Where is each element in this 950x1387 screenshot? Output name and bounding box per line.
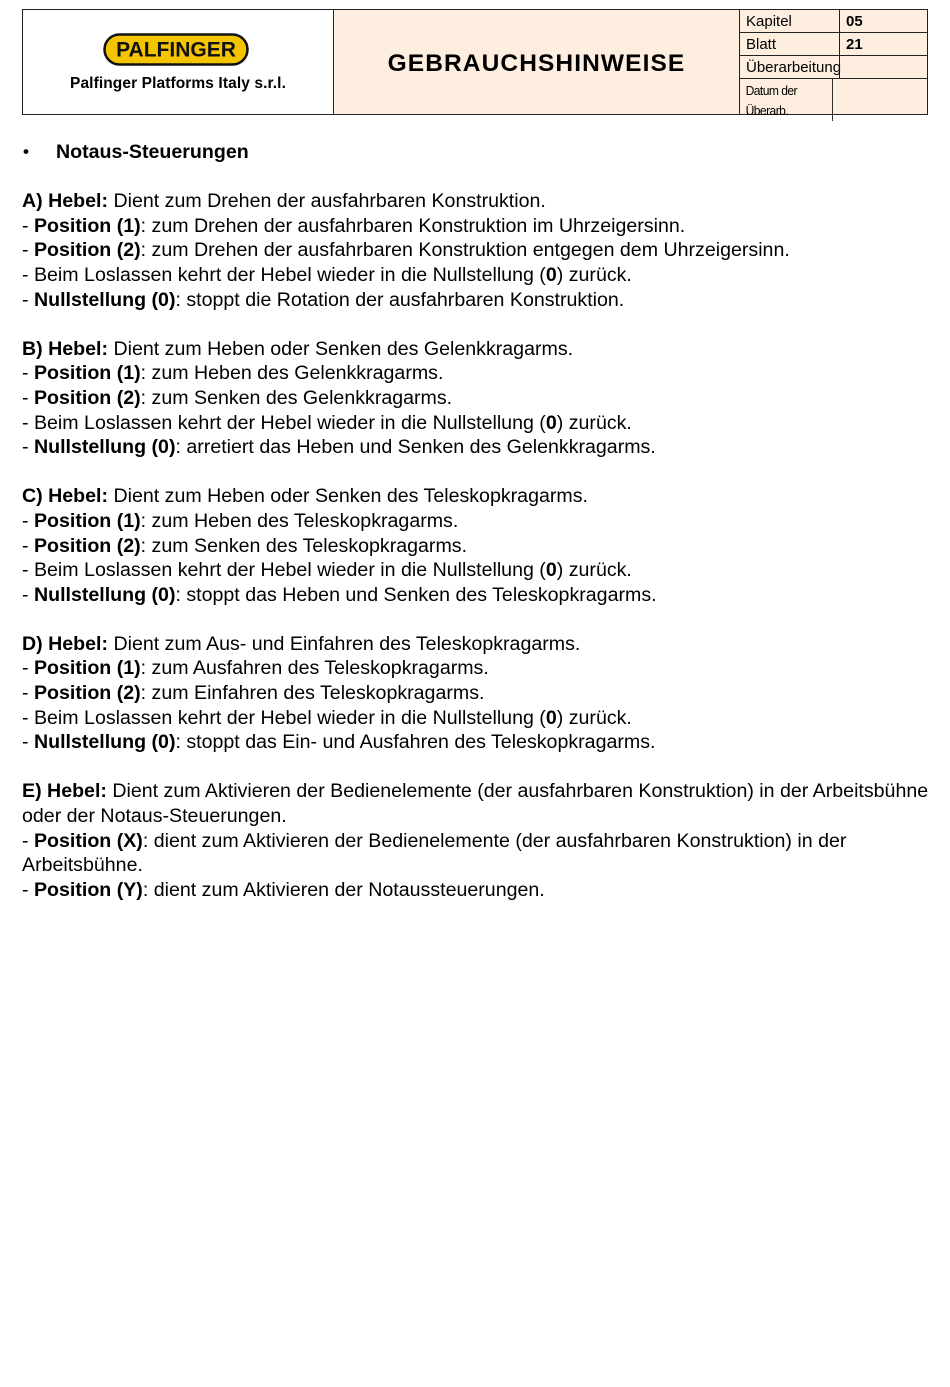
company-name: Palfinger Platforms Italy s.r.l. [70, 75, 286, 92]
meta-value-kapitel: 05 [846, 13, 863, 30]
null-position-line [22, 583, 932, 608]
dash: - [22, 239, 34, 262]
release-text: - Beim Loslassen kehrt der Hebel wieder in die Nullstellung ( [22, 411, 546, 434]
position-label: Position (2) [33, 386, 141, 409]
dash: - [22, 657, 34, 680]
position-label: Position (2) [33, 239, 141, 262]
meta-row-kapitel [740, 10, 927, 33]
dash: - [22, 534, 34, 557]
dash: - [22, 362, 34, 385]
dash: - [22, 682, 34, 705]
dash: - [22, 509, 34, 532]
intro-text: Dient zum Aus- und Einfahren des Teleskopkragarms. [108, 632, 581, 655]
section-intro-continued: oder der Notaus-Steuerungen. [22, 805, 287, 828]
position-1-line [22, 361, 932, 386]
dash: - [22, 214, 34, 237]
dash: - [22, 288, 34, 311]
dash: - [22, 731, 34, 754]
position-1-line [22, 214, 932, 239]
position-text: : zum Senken des Gelenkkragarms. [140, 386, 453, 409]
meta-label-kapitel: Kapitel [740, 10, 840, 32]
release-line [22, 411, 932, 436]
position-text: : zum Heben des Gelenkkragarms. [140, 362, 444, 385]
logo-cell [23, 10, 334, 114]
meta-table [740, 10, 927, 118]
null-position-line [22, 435, 932, 460]
meta-value-datum [840, 79, 927, 121]
null-text: : arretiert das Heben und Senken des Gelenkkragarms. [175, 436, 656, 459]
meta-label-blatt: Blatt [740, 33, 840, 55]
section-title: C) Hebel: [22, 485, 109, 508]
null-text: : stoppt das Ein- und Ausfahren des Teleskopkragarms. [175, 731, 656, 754]
null-digit: 0 [545, 559, 557, 582]
release-text-end: ) zurück. [556, 559, 632, 582]
release-text-end: ) zurück. [556, 706, 632, 729]
section-intro [22, 189, 932, 214]
intro-text: Dient zum Heben oder Senken des Gelenkkragarms. [108, 337, 574, 360]
position-text: : zum Drehen der ausfahrbaren Konstruktion entgegen dem Uhrzeigersinn. [140, 239, 790, 262]
release-text-end: ) zurück. [556, 411, 632, 434]
logo-text: PALFINGER [116, 38, 236, 62]
null-position-line [22, 730, 932, 755]
title-cell [334, 10, 740, 114]
intro-text: Dient zum Heben oder Senken des Teleskopkragarms. [108, 485, 588, 508]
intro-text: Dient zum Aktivieren der Bedienelemente (der ausfahrbaren Konstruktion) in der Arbeitsbühne [106, 780, 929, 803]
position-x-line [22, 829, 932, 878]
position-2-line [22, 534, 932, 559]
lever-section-a [22, 189, 932, 312]
palfinger-logo [103, 33, 249, 66]
document-body [22, 140, 932, 927]
document-header [22, 9, 928, 118]
null-position-line [22, 288, 932, 313]
meta-label-ueberarbeitung: Überarbeitung [740, 56, 840, 78]
position-y-line [22, 878, 932, 903]
release-text: - Beim Loslassen kehrt der Hebel wieder in die Nullstellung ( [22, 706, 546, 729]
position-label: Position (X) [33, 829, 143, 852]
null-label: Nullstellung (0) [33, 583, 176, 606]
release-text-end: ) zurück. [556, 263, 632, 286]
null-digit: 0 [545, 263, 557, 286]
position-label: Position (2) [33, 682, 141, 705]
release-text: - Beim Loslassen kehrt der Hebel wieder in die Nullstellung ( [22, 559, 546, 582]
position-1-line [22, 509, 932, 534]
release-text: - Beim Loslassen kehrt der Hebel wieder in die Nullstellung ( [22, 263, 546, 286]
position-2-line [22, 386, 932, 411]
dash: - [22, 386, 34, 409]
dash: - [22, 878, 34, 901]
section-title: E) Hebel: [22, 780, 107, 803]
dash: - [22, 583, 34, 606]
meta-label-datum: Datum der Überarb. [740, 79, 833, 121]
position-text: : zum Heben des Teleskopkragarms. [140, 509, 459, 532]
null-text: : stoppt das Heben und Senken des Teleskopkragarms. [175, 583, 657, 606]
heading-text: Notaus-Steuerungen [56, 141, 249, 163]
position-label: Position (1) [33, 362, 141, 385]
position-label: Position (1) [33, 214, 141, 237]
bullet-icon: • [23, 142, 29, 161]
release-line [22, 558, 932, 583]
position-text: : dient zum Aktivieren der Bedienelemente (der ausfahrbaren Konstruktion) in der Arbeitsbühne. [22, 829, 847, 877]
section-intro [22, 632, 932, 657]
release-line [22, 263, 932, 288]
section-heading [22, 140, 932, 165]
intro-text: Dient zum Drehen der ausfahrbaren Konstruktion. [108, 190, 546, 213]
lever-section-d [22, 632, 932, 755]
position-1-line [22, 656, 932, 681]
position-2-line [22, 238, 932, 263]
meta-row-ueberarbeitung [740, 56, 927, 79]
section-intro [22, 779, 932, 804]
section-intro [22, 337, 932, 362]
section-title: A) Hebel: [22, 190, 109, 213]
position-text: : zum Drehen der ausfahrbaren Konstruktion im Uhrzeigersinn. [140, 214, 686, 237]
position-text: : zum Senken des Teleskopkragarms. [140, 534, 468, 557]
position-2-line [22, 681, 932, 706]
position-text: : zum Ausfahren des Teleskopkragarms. [140, 657, 489, 680]
null-label: Nullstellung (0) [33, 731, 176, 754]
dash: - [22, 436, 34, 459]
section-title: D) Hebel: [22, 632, 109, 655]
meta-row-blatt [740, 33, 927, 56]
position-text: : zum Einfahren des Teleskopkragarms. [140, 682, 485, 705]
release-line [22, 706, 932, 731]
position-label: Position (Y) [33, 878, 143, 901]
lever-section-e [22, 779, 932, 902]
document-title: GEBRAUCHSHINWEISE [387, 50, 686, 77]
null-digit: 0 [545, 706, 557, 729]
null-digit: 0 [545, 411, 557, 434]
position-text: : dient zum Aktivieren der Notaussteuerungen. [142, 878, 545, 901]
null-label: Nullstellung (0) [33, 288, 176, 311]
position-label: Position (1) [33, 509, 141, 532]
position-label: Position (1) [33, 657, 141, 680]
position-label: Position (2) [33, 534, 141, 557]
null-text: : stoppt die Rotation der ausfahrbaren Konstruktion. [175, 288, 625, 311]
null-label: Nullstellung (0) [33, 436, 176, 459]
section-title: B) Hebel: [22, 337, 109, 360]
lever-section-b [22, 337, 932, 460]
lever-section-c [22, 484, 932, 607]
dash: - [22, 829, 34, 852]
meta-value-ueberarbeitung [840, 56, 927, 78]
meta-value-blatt: 21 [846, 36, 863, 53]
meta-row-datum [740, 79, 927, 121]
section-intro [22, 484, 932, 509]
